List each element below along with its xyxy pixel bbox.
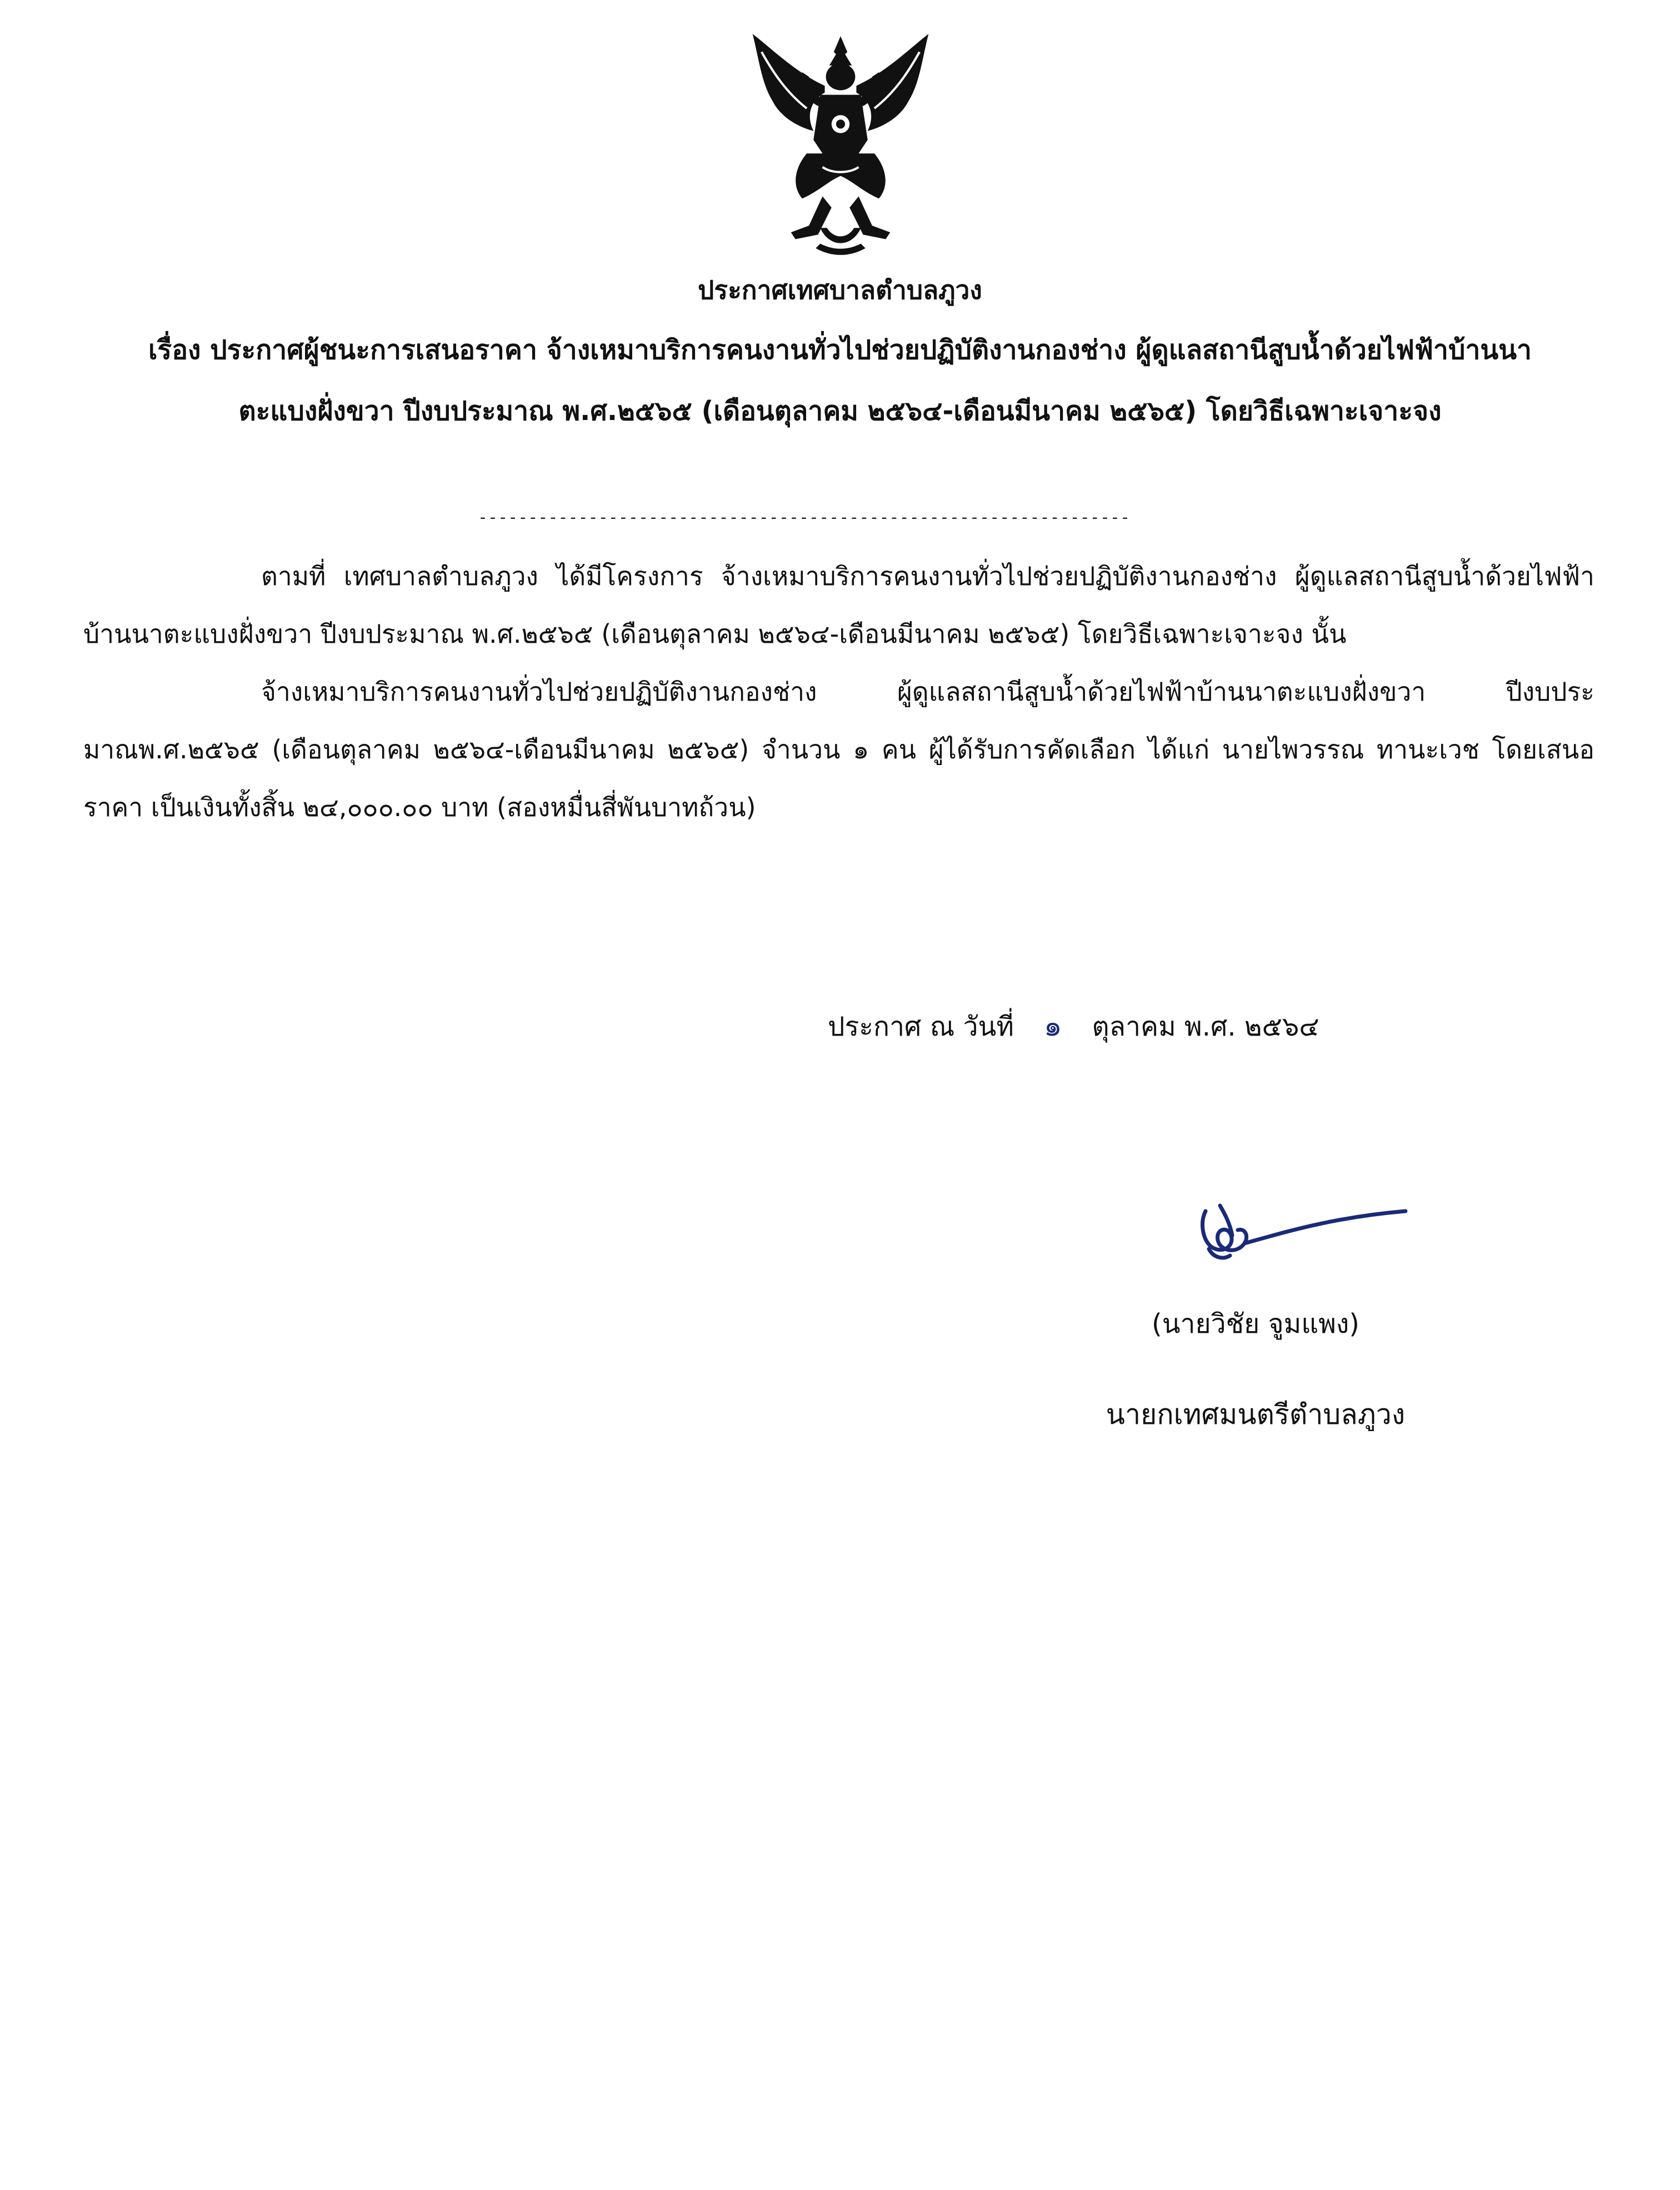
announcement-date [828,1007,1494,1046]
date-prefix: ประกาศ ณ วันที่ [828,1011,1014,1042]
garuda-emblem-icon [728,27,953,264]
body-paragraph-1: ตามที่ เทศบาลตำบลภูวง ได้มีโครงการ จ้างเหมาบริการคนงานทั่วไปช่วยปฏิบัติงานกองช่าง ผู้ดูแลสถานีสูบน้ำด้วยไฟฟ้าบ้านนาตะแบงฝั่งขวา ปีงบประมาณ พ.ศ.๒๕๖๕ (เดือนตุลาคม ๒๕๖๔-เดือนมีนาคม ๒๕๖๕) โดยวิธีเฉพาะเจาะจง นั้น [83,561,1594,649]
announcement-title: ประกาศเทศบาลตำบลภูวง [698,275,982,305]
date-day: ๑ [1043,1009,1062,1043]
handwritten-signature [1183,1189,1417,1283]
announcement-subject: เรื่อง ประกาศผู้ชนะการเสนอราคา จ้างเหมาบริการคนงานทั่วไปช่วยปฏิบัติงานกองช่าง ผู้ดูแลสถานีสูบน้ำด้วยไฟฟ้าบ้านนาตะแบงฝั่งขวา ปีงบประมาณ พ.ศ.๒๕๖๕ (เดือนตุลาคม ๒๕๖๔-เดือนมีนาคม ๒๕๖๕) โดยวิธีเฉพาะเจาะจง [148,334,1532,427]
body-paragraph-2: จ้างเหมาบริการคนงานทั่วไปช่วยปฏิบัติงานกองช่าง ผู้ดูแลสถานีสูบน้ำด้วยไฟฟ้าบ้านนาตะแบงฝั่งขวา ปีงบประมาณพ.ศ.๒๕๖๕ (เดือนตุลาคม ๒๕๖๔-เดือนมีนาคม ๒๕๖๕) จำนวน ๑ คน ผู้ได้รับการคัดเลือก ได้แก่ นายไพวรรณ ทานะเวช โดยเสนอราคา เป็นเงินทั้งสิ้น ๒๔,๐๐๐.๐๐ บาท (สองหมื่นสี่พันบาทถ้วน) [83,677,1594,822]
date-suffix: ตุลาคม พ.ศ. ๒๕๖๔ [1092,1011,1319,1042]
signer-title: นายกเทศมนตรีตำบลภูวง [1106,1398,1406,1431]
announcement-body [83,547,1594,836]
signer-name: (นายวิชัย จูมแพง) [1151,1308,1360,1339]
divider-line: ----------------------------------------------------------------- [478,508,1130,527]
